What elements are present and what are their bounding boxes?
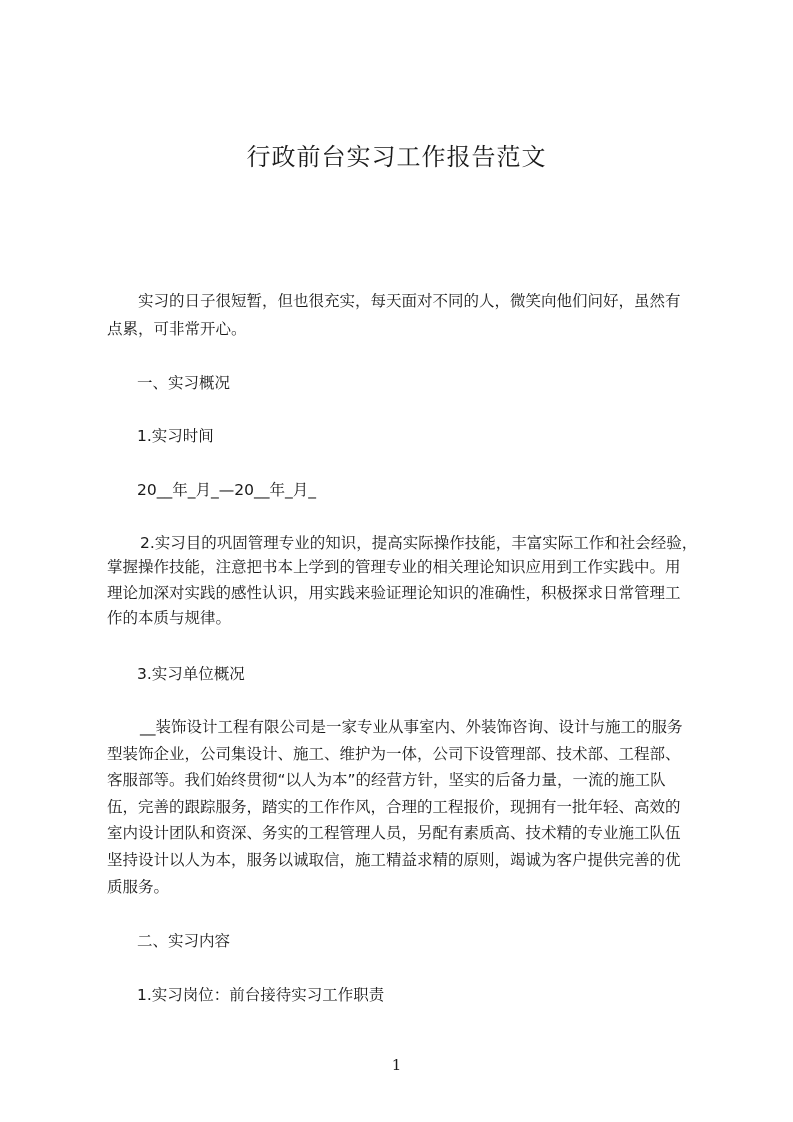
company-paragraph-line: 质服务。 xyxy=(107,878,170,896)
intro-line: 实习的日子很短暂，但也很充实，每天面对不同的人，微笑向他们问好，虽然有 xyxy=(138,292,681,310)
purpose-paragraph-line: 2.实习目的巩固管理专业的知识，提高实际操作技能，丰富实际工作和社会经验， xyxy=(140,534,698,552)
company-paragraph-line: 坚持设计以人为本，服务以诚取信，施工精益求精的原则，竭诚为客户提供完善的优 xyxy=(107,851,681,869)
item-heading-position: 1.实习岗位：前台接待实习工作职责 xyxy=(137,986,385,1004)
page-number: 1 xyxy=(391,1056,402,1074)
section-heading-content: 二、实习内容 xyxy=(137,932,231,950)
company-paragraph-line: 伍，完善的跟踪服务，踏实的工作作风，合理的工程报价，现拥有一批年轻、高效的 xyxy=(107,798,681,816)
item-heading-company-overview: 3.实习单位概况 xyxy=(137,665,245,683)
company-paragraph-line: __装饰设计工程有限公司是一家专业从事室内、外装饰咨询、设计与施工的服务 xyxy=(140,718,683,736)
intro-line: 点累，可非常开心。 xyxy=(107,320,247,338)
company-paragraph-line: 型装饰企业，公司集设计、施工、维护为一体，公司下设管理部、技术部、工程部、 xyxy=(107,745,681,763)
company-paragraph-line: 室内设计团队和资深、务实的工程管理人员，另配有素质高、技术精的专业施工队伍 xyxy=(107,824,681,842)
item-heading-internship-time: 1.实习时间 xyxy=(137,427,214,445)
internship-date-range: 20__年_月_—20__年_月_ xyxy=(137,481,316,499)
section-heading-overview: 一、实习概况 xyxy=(137,374,231,392)
purpose-paragraph-line: 理论加深对实践的感性认识，用实践来验证理论知识的准确性，积极探求日常管理工 xyxy=(107,584,681,602)
company-paragraph-line: 客服部等。我们始终贯彻“以人为本”的经营方针，坚实的后备力量，一流的施工队 xyxy=(107,771,666,789)
purpose-paragraph-line: 作的本质与规律。 xyxy=(107,609,232,627)
purpose-paragraph-line: 掌握操作技能，注意把书本上学到的管理专业的相关理论知识应用到工作实践中。用 xyxy=(107,558,681,576)
document-title: 行政前台实习工作报告范文 xyxy=(246,143,547,171)
